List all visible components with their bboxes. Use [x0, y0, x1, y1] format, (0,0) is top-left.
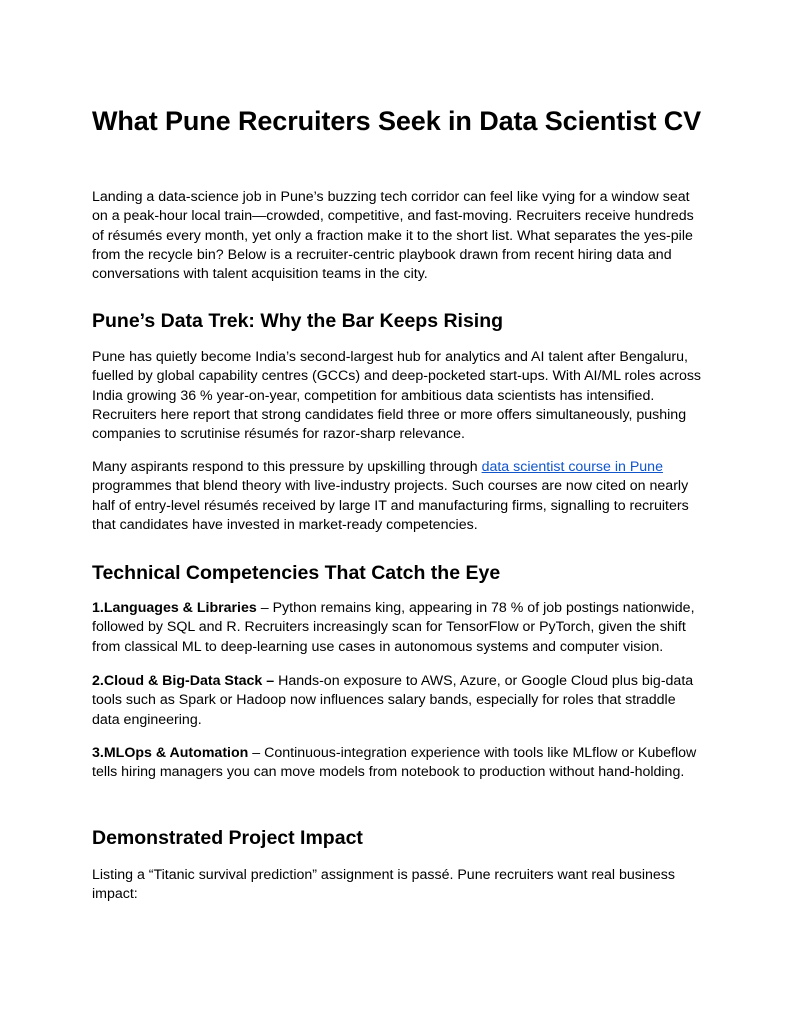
- section1-paragraph-2: [92, 458, 702, 535]
- competency-item-text: – Continuous-integration experience with tools like MLflow or Kubeflow tells hiring managers you can move models from notebook to production without hand-holding.: [92, 745, 697, 781]
- intro-paragraph: Landing a data-science job in Pune’s buzzing tech corridor can feel like vying for a window seat on a peak-hour local train—crowded, competitive, and fast-moving. Recruiters receive hundreds of résumés every month, yet only a fraction make it to the short list. What separates the yes-pile from the recycle bin? Below is a recruiter-centric playbook drawn from recent hiring data and conversations with talent acquisition teams in the city.: [92, 189, 694, 283]
- section-heading-project-impact: Demonstrated Project Impact: [92, 827, 363, 849]
- section1-paragraph-2-end: programmes that blend theory with live‑industry projects. Such courses are now cited on nearly half of entry-level résumés received by large IT and manufacturing firms, signalling to recruiters that candidates have invested in market-ready competencies.: [92, 478, 689, 533]
- competency-item-text: Hands-on exposure to AWS, Azure, or Google Cloud plus big-data tools such as Spark or Hadoop now influences salary bands, especially for roles that straddle data engineering.: [92, 673, 694, 728]
- competency-item: [92, 599, 702, 657]
- section-heading-pune-data-trek: Pune’s Data Trek: Why the Bar Keeps Rising: [92, 310, 504, 332]
- section3-paragraph-1: Listing a “Titanic survival prediction” assignment is passé. Pune recruiters want real business impact:: [92, 867, 675, 903]
- competency-item: [92, 672, 702, 730]
- competency-item-label: 3.MLOps & Automation: [92, 745, 249, 761]
- section1-paragraph-2-start: Many aspirants respond to this pressure by upskilling through: [92, 459, 482, 475]
- competency-item-label: 1.Languages & Libraries: [92, 600, 257, 616]
- competency-item-text: – Python remains king, appearing in 78 % of job postings nationwide, followed by SQL and R. Recruiters increasingly scan for TensorFlow or PyTorch, given the shift from classical ML to deep-learning use cases in autonomous systems and computer vision.: [92, 600, 695, 655]
- page-title: What Pune Recruiters Seek in Data Scientist CV: [92, 106, 702, 136]
- section1-paragraph-1: Pune has quietly become India’s second-largest hub for analytics and AI talent after Bengaluru, fuelled by global capability centres (GCCs) and deep-pocketed start-ups. With AI/ML roles across India growing 36 % year-on-year, competition for ambitious data scientists has intensified. Recruiters here report that strong candidates field three or more offers simultaneously, pushing companies to scrutinise résumés for razor-sharp relevance.: [92, 349, 702, 443]
- competency-item-label: 2.Cloud & Big-Data Stack –: [92, 673, 275, 689]
- section-heading-technical-competencies: Technical Competencies That Catch the Eye: [92, 562, 501, 584]
- data-scientist-course-link[interactable]: data scientist course in Pune: [481, 459, 663, 475]
- competency-item: [92, 744, 702, 783]
